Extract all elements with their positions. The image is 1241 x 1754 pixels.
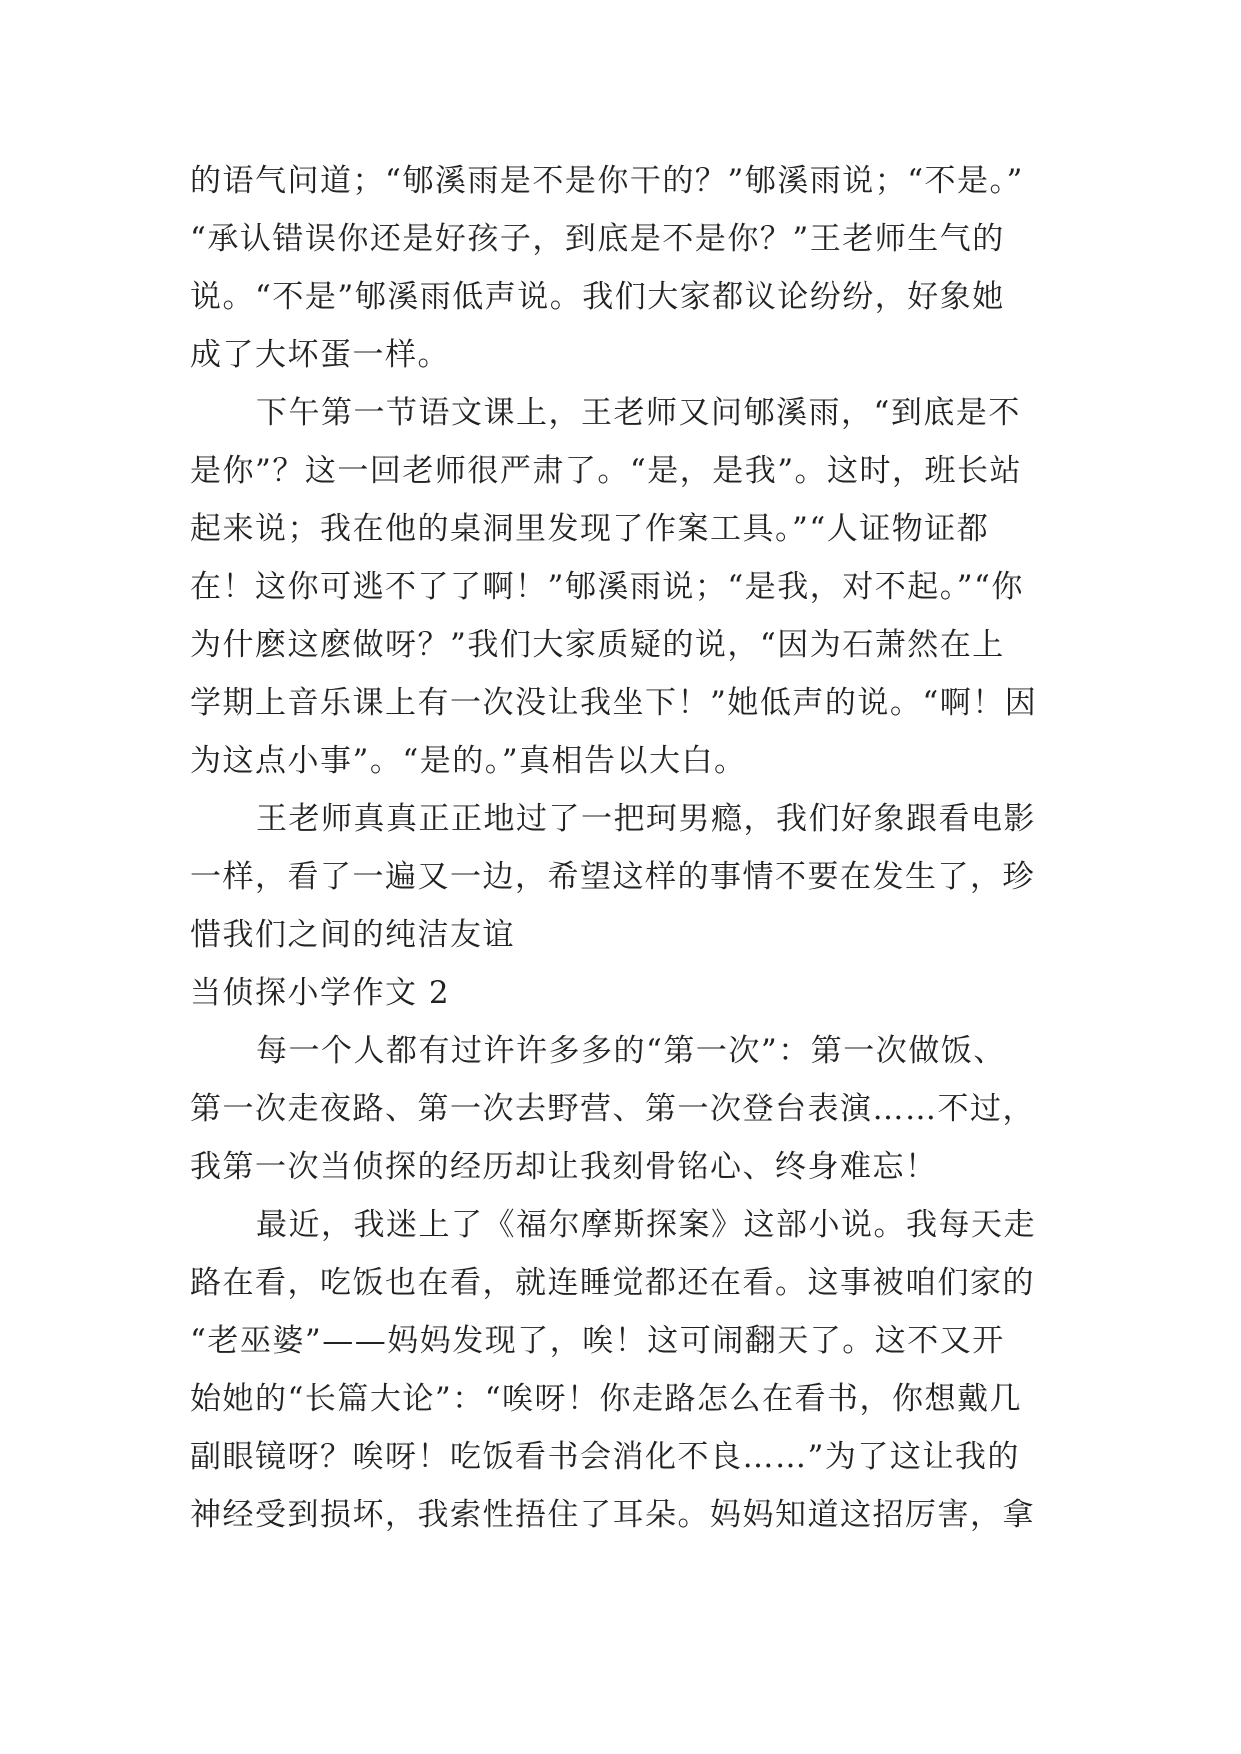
document-body [190, 152, 1060, 1544]
text-line: “承认错误你还是好孩子，到底是不是你？”王老师生气的 [190, 221, 1005, 257]
text-line: 在！这你可逃不了了啊！”郇溪雨说；“是我，对不起。”“你 [190, 569, 1024, 605]
text-line: 学期上音乐课上有一次没让我坐下！”她低声的说。“啊！因 [190, 685, 1038, 721]
text-line: 起来说；我在他的桌洞里发现了作案工具。”“人证物证都 [190, 511, 990, 547]
paragraph [190, 384, 1060, 790]
text-line: 王老师真真正正地过了一把珂男瘾，我们好象跟看电影 [256, 801, 1036, 837]
text-line: 为什麽这麽做呀？”我们大家质疑的说，“因为石萧然在上 [190, 627, 1005, 663]
text-line: 说。“不是”郇溪雨低声说。我们大家都议论纷纷，好象她 [190, 279, 1005, 315]
paragraph [190, 152, 1060, 384]
section-title: 当侦探小学作文 2 [190, 975, 451, 1011]
text-line: 副眼镜呀？唉呀！吃饭看书会消化不良……”为了这让我的 [190, 1439, 1020, 1475]
text-line: 我第一次当侦探的经历却让我刻骨铭心、终身难忘！ [190, 1149, 938, 1185]
text-line: 的语气问道；“郇溪雨是不是你干的？”郇溪雨说；“不是。” [190, 163, 1024, 199]
text-line: 为这点小事”。“是的。”真相告以大白。 [190, 743, 747, 779]
text-line: 成了大坏蛋一样。 [190, 337, 450, 373]
paragraph [190, 1022, 1060, 1196]
text-line: “老巫婆”——妈妈发现了，唉！这可闹翻天了。这不又开 [190, 1323, 1005, 1359]
text-line: 下午第一节语文课上，王老师又问郇溪雨，“到底是不 [256, 395, 1021, 431]
text-line: 每一个人都有过许许多多的“第一次”：第一次做饭、 [256, 1033, 1006, 1069]
text-line: 始她的“长篇大论”：“唉呀！你走路怎么在看书，你想戴几 [190, 1381, 1023, 1417]
paragraph [190, 1196, 1060, 1544]
text-line: 一样，看了一遍又一边，希望这样的事情不要在发生了，珍 [190, 859, 1035, 895]
text-line: 第一次走夜路、第一次去野营、第一次登台表演……不过， [190, 1091, 1035, 1127]
text-line: 路在看，吃饭也在看，就连睡觉都还在看。这事被咱们家的 [190, 1265, 1035, 1301]
text-line: 神经受到损坏，我索性捂住了耳朵。妈妈知道这招厉害，拿 [190, 1497, 1035, 1533]
text-line: 最近，我迷上了《福尔摩斯探案》这部小说。我每天走 [256, 1207, 1036, 1243]
paragraph [190, 790, 1060, 964]
text-line: 是你”？这一回老师很严肃了。“是，是我”。这时，班长站 [190, 453, 1023, 489]
text-line: 惜我们之间的纯洁友谊 [190, 917, 515, 953]
